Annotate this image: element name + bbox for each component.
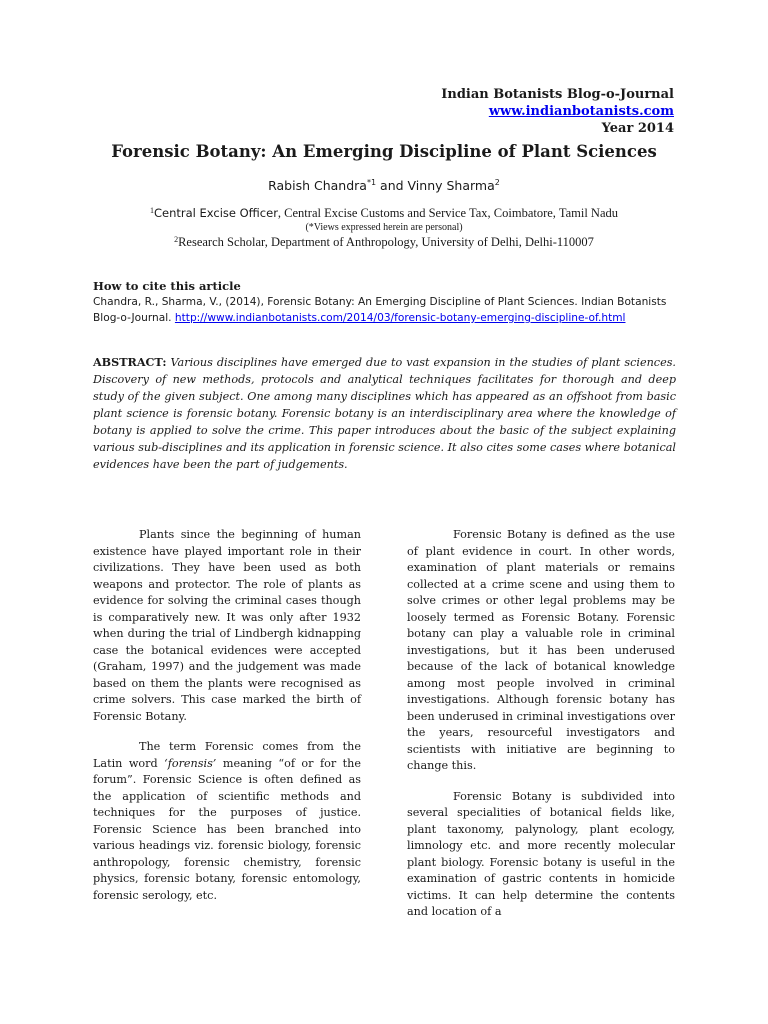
journal-website-link[interactable]: www.indianbotanists.com	[488, 104, 674, 119]
journal-name: Indian Botanists Blog-o-Journal	[441, 87, 674, 102]
abstract-label: ABSTRACT:	[93, 355, 167, 369]
affiliation-1-text: , Central Excise Customs and Service Tax, Coimbatore, Tamil Nadu	[277, 206, 619, 220]
author-joiner: and	[376, 178, 408, 193]
abstract	[93, 354, 676, 473]
author-1-mark: *1	[366, 178, 377, 187]
journal-masthead	[441, 86, 674, 137]
journal-year: Year 2014	[601, 121, 674, 136]
affiliation-1-role: Central Excise Officer	[153, 206, 278, 220]
citation-text: Chandra, R., Sharma, V., (2014), Forensic Botany: An Emerging Discipline of Plant Sciences. Indian Botanists Blog-o-Journal.	[93, 296, 667, 324]
author-1: Rabish Chandra	[268, 178, 367, 193]
latin-term: ‘forensis’	[164, 756, 217, 770]
body-column-left	[93, 527, 361, 918]
paragraph: Forensic Botany is defined as the use of plant evidence in court. In other words, examination of plant materials or remains collected at a crime scene and using them to solve crimes or other legal problems may be loosely termed as Forensic Botany. Forensic botany can play a valuable role in criminal investigations, but it has been underused because of the lack of botanical knowledge among most people involved in criminal investigations. Although forensic botany has been underused in criminal investigations over the years, resourceful investigators and scientists with initiative are beginning to change this.	[407, 528, 675, 772]
affiliation-2	[0, 235, 768, 250]
citation-url-link[interactable]: http://www.indianbotanists.com/2014/03/forensic-botany-emerging-discipline-of.html	[174, 312, 626, 324]
author-2: Vinny Sharma	[407, 178, 495, 193]
affiliation-note: (*Views expressed herein are personal)	[305, 222, 463, 233]
body-column-right	[407, 527, 675, 935]
affiliation-2-mark: 2	[174, 235, 179, 244]
author-line	[0, 178, 768, 193]
affiliation-1-mark: 1	[149, 206, 154, 215]
paragraph-text: The term Forensic comes from the Latin word	[93, 740, 361, 770]
citation-heading: How to cite this article	[93, 279, 241, 293]
paragraph	[93, 739, 361, 904]
paragraph: Plants since the beginning of human existence have played important role in their civilizations. They have been used as both weapons and protector. The role of plants as evidence for solving the criminal cases though is comparatively new. It was only after 1932 when during the trial of Lindbergh kidnapping case the botanical evidences were accepted (Graham, 1997) and the judgement was made based on them the plants were recognised as crime solvers. This case marked the birth of Forensic Botany.	[93, 528, 361, 723]
citation-body	[93, 294, 673, 326]
author-2-mark: 2	[494, 178, 500, 187]
paragraph-text: meaning “of or for the forum”. Forensic Science is often defined as the application of scientific methods and techniques for the purposes of justice. Forensic Science has been branched into various headings viz. forensic biology, forensic anthropology, forensic chemistry, forensic physics, forensic botany, forensic entomology, forensic serology, etc.	[93, 756, 361, 902]
abstract-text: Various disciplines have emerged due to vast expansion in the studies of plant sciences. Discovery of new methods, protocols and analytical techniques facilitates for thorough and deep study of the given subject. One among many disciplines which has appeared as an offshoot from basic plant science is forensic botany. Forensic botany is an interdisciplinary area where the knowledge of botany is applied to solve the crime. This paper introduces about the basic of the subject explaining various sub-disciplines and its application in forensic science. It also cites some cases where botanical evidences have been the part of judgements.	[93, 356, 676, 471]
affiliation-2-text: Research Scholar, Department of Anthropology, University of Delhi, Delhi-110007	[178, 235, 594, 249]
affiliation-1	[0, 206, 768, 221]
article-title: Forensic Botany: An Emerging Discipline of Plant Sciences	[111, 142, 657, 161]
paragraph: Forensic Botany is subdivided into several specialities of botanical fields like, plant taxonomy, palynology, plant ecology, limnology etc. and more recently molecular plant biology. Forensic botany is useful in the examination of gastric contents in homicide victims. It can help determine the contents and location of a	[407, 789, 675, 918]
